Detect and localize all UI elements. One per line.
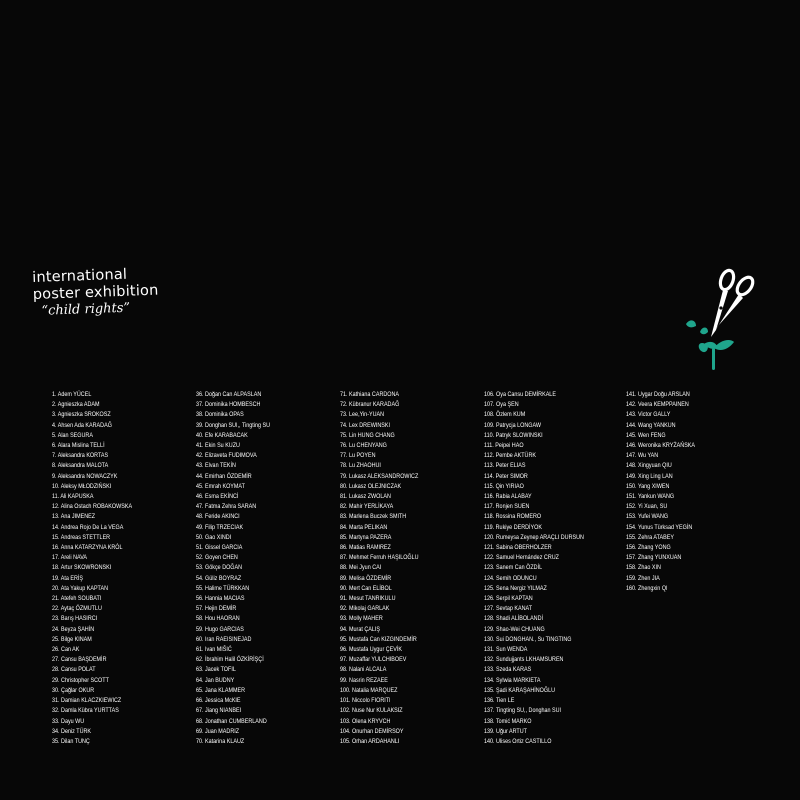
list-item: 6. Alara Mislina TELLİ — [52, 442, 105, 450]
list-item: 151. Yankun WANG — [626, 493, 675, 501]
list-item: 93. Molly MAHER — [340, 615, 383, 623]
list-item: 2. Agnieszka ADAM — [52, 401, 100, 409]
list-item: 77. Lu POYEN — [340, 452, 376, 460]
list-item: 3. Agnieszka SROKOSZ — [52, 411, 111, 419]
list-item: 13. Ana JIMENEZ — [52, 513, 96, 521]
list-item: 123. Sanem Can ÖZDİL — [484, 564, 543, 572]
list-item: 27. Cansu BAŞDEMİR — [52, 656, 107, 664]
list-item: 138. Tomić MARKO — [484, 717, 532, 725]
list-item: 49. Filip TRZECIAK — [196, 523, 244, 531]
list-item: 78. Lu ZHAOHUI — [340, 462, 381, 470]
list-item: 121. Sabina OBERHOLZER — [484, 544, 552, 552]
list-item: 36. Doğan Can ALPASLAN — [196, 391, 262, 398]
list-item: 129. Shao-Wei CHUANG — [484, 625, 545, 633]
list-item: 134. Sylwia MARKIETA — [484, 676, 541, 684]
list-item: 143. Victor GALLY — [626, 411, 671, 419]
list-item: 16. Anna KATARZYNA KRÓL — [52, 544, 123, 552]
list-item: 141. Uygar Doğu ARSLAN — [626, 391, 690, 398]
list-item: 101. Niccolo FIORITI — [340, 697, 391, 705]
list-item: 84. Marta PELIKAN — [340, 523, 388, 531]
list-item: 119. Rukiye DERDİYOK — [484, 523, 542, 531]
list-item: 116. Rabia ALABAY — [484, 493, 532, 501]
list-item: 23. Barış HASIRCI — [52, 615, 98, 623]
list-item: 22. Aytaç ÖZMUTLU — [52, 605, 102, 613]
list-item: 61. Ivan MIŠIĆ — [196, 646, 232, 654]
list-item: 97. Muzaffar YULCHIBOEV — [340, 656, 407, 664]
list-item: 87. Mehmet Ferruh HAŞILOĞLU — [340, 554, 419, 562]
list-item: 155. Zehra ATABEY — [626, 533, 674, 541]
list-item: 71. Kathiana CARDONA — [340, 391, 400, 398]
scissors-cutting-plant-icon — [678, 266, 758, 378]
list-item: 5. Alan SEGURA — [52, 431, 93, 439]
list-item: 139. Uğur ARTUT — [484, 727, 527, 735]
list-item: 44. Emirhan ÖZDEMİR — [196, 472, 252, 480]
list-item: 37. Dominika HOMBESCH — [196, 401, 261, 409]
list-item: 72. Kübranur KARADAĞ — [340, 401, 400, 409]
list-item: 66. Jessica McKIE — [196, 697, 241, 705]
list-item: 153. Yufei WANG — [626, 513, 669, 521]
list-item: 86. Matias RAMIREZ — [340, 544, 391, 552]
list-item: 53. Gökçe DOĞAN — [196, 564, 243, 572]
list-item: 32. Damla Kübra YURTTAS — [52, 707, 119, 715]
list-item: 144. Wang YANKUN — [626, 421, 676, 429]
list-item: 107. Oya ŞEN — [484, 401, 519, 409]
list-item: 152. Yi Xuan, SU — [626, 503, 668, 511]
list-item: 147. Wu YAN — [626, 452, 659, 460]
list-item: 102. Nuse Nur KULAKSIZ — [340, 707, 403, 715]
list-item: 60. Iran RAEISINEJAD — [196, 635, 252, 643]
list-item: 150. Yang XIWEN — [626, 482, 670, 490]
list-item: 160. Zhengxin QI — [626, 584, 668, 592]
list-item: 159. Zhen JIA — [626, 574, 660, 582]
list-item: 38. Dominika OPAS — [196, 411, 244, 419]
list-item: 136. Tien LE — [484, 697, 515, 705]
title-line-1: international — [32, 266, 128, 286]
list-item: 99. Nasrin REZAEE — [340, 676, 388, 684]
list-item: 57. Hejin DEMİR — [196, 605, 237, 613]
list-item: 105. Orhan ARDAHANLI — [340, 737, 400, 745]
list-item: 140. Ulises Ortiz CASTILLO — [484, 737, 552, 745]
list-item: 128. Shadi ALİBOLANDİ — [484, 615, 544, 623]
list-item: 80. Lukasz OLEJNICZAK — [340, 482, 402, 490]
list-item: 73. Lee,Yin-YUAN — [340, 411, 385, 419]
list-item: 51. Gissel GARCIA — [196, 544, 243, 552]
list-item: 48. Feride AKINCI — [196, 513, 240, 521]
list-item: 40. Efe KARABACAK — [196, 431, 248, 439]
list-item: 26. Can AK — [52, 646, 80, 654]
list-item: 59. Hugo GARCIAS — [196, 625, 244, 633]
list-item: 95. Mustafa Can KIZGINDEMİR — [340, 635, 417, 643]
list-item: 50. Gao XINDI — [196, 533, 232, 541]
list-item: 31. Damian KLACZKIEWICZ — [52, 697, 122, 705]
list-item: 110. Patryk SLOWINSKI — [484, 431, 543, 439]
list-item: 125. Sena Nergiz YILMAZ — [484, 584, 547, 592]
list-item: 82. Mahir YERLİKAYA — [340, 503, 394, 511]
list-item: 118. Rossina ROMERO — [484, 513, 542, 521]
list-item: 62. İbrahim Halil ÖZKİRİŞÇİ — [196, 656, 264, 664]
list-item: 17. Areli NAVA — [52, 554, 88, 562]
list-item: 85. Martyna PAZERA — [340, 533, 392, 541]
list-item: 25. Bilge KINAM — [52, 635, 92, 643]
list-item: 42. Elizaveta FUDIMOVA — [196, 452, 257, 460]
list-item: 4. Ahsen Ada KARADAĞ — [52, 421, 112, 429]
list-item: 149. Xing Ling LAN — [626, 472, 673, 480]
list-item: 63. Jacek TOFIL — [196, 666, 236, 674]
list-item: 158. Zhao XIN — [626, 564, 661, 572]
list-item: 154. Yunus Türksad YEGİN — [626, 523, 693, 531]
list-item: 142. Veera KEMPPAINEN — [626, 401, 689, 409]
subtitle: “child rights” — [41, 300, 131, 319]
list-item: 157. Zhang YUNXUAN — [626, 554, 682, 562]
list-item: 132. Sundujjants LKHAMSUREN — [484, 656, 564, 664]
list-item: 94. Murat ÇALIŞ — [340, 625, 381, 633]
list-item: 115. Qin YIRIAO — [484, 482, 524, 490]
list-item: 100. Natalia MARQUEZ — [340, 686, 398, 694]
list-item: 133. Szeda KARAS — [484, 666, 532, 674]
list-item: 21. Atefeh SOUBATI — [52, 595, 102, 603]
list-item: 83. Marlena Buczek SMITH — [340, 513, 407, 521]
list-item: 98. Nalani ALCALA — [340, 666, 387, 674]
list-item: 76. Lu CHENYANG — [340, 442, 387, 450]
list-item: 120. Rumeysa Zeynep ARAÇLI DURSUN — [484, 533, 584, 541]
list-item: 106. Oya Cansu DEMİRKALE — [484, 391, 556, 398]
list-item: 70. Katarina KLAUZ — [196, 737, 245, 745]
exhibition-title — [32, 266, 159, 320]
list-item: 39. Donghan SUI,, Tingting SU — [196, 421, 271, 429]
list-item: 74. Lex DREWINSKI — [340, 421, 390, 429]
list-item: 11. Ali KAPUSKA — [52, 493, 94, 501]
artist-column — [340, 390, 419, 747]
artist-list — [52, 390, 772, 760]
list-item: 108. Özlem KUM — [484, 411, 526, 419]
list-item: 47. Fatma Zehra SARAN — [196, 503, 257, 511]
list-item: 88. Mei Jyun CAI — [340, 564, 382, 572]
list-item: 122. Samuel Hernández CRUZ — [484, 554, 559, 562]
list-item: 9. Aleksandra NOWACZYK — [52, 472, 118, 480]
list-item: 146. Weronika KRYŻAŃSKA — [626, 442, 696, 450]
list-item: 126. Serpil KAPTAN — [484, 595, 533, 603]
list-item: 111. Peipei HAO — [484, 442, 524, 450]
list-item: 34. Deniz TÜRK — [52, 727, 92, 735]
list-item: 58. Hou HAORAN — [196, 615, 240, 623]
list-item: 127. Sevtap KANAT — [484, 605, 533, 613]
list-item: 103. Olena KRYVCH — [340, 717, 391, 725]
list-item: 137. Tingting SU,, Donghan SUI — [484, 707, 562, 715]
list-item: 18. Artur SKOWRONSKI — [52, 564, 112, 572]
list-item: 112. Pembe AKTÜRK — [484, 452, 536, 460]
list-item: 135. Şadi KARAŞAHİNOĞLU — [484, 686, 556, 694]
list-item: 148. Xingyuan QIU — [626, 462, 672, 470]
list-item: 156. Zhang YONG — [626, 544, 671, 552]
list-item: 55. Halime TÜRKKAN — [196, 584, 250, 592]
list-item: 109. Patrycja LONGAW — [484, 421, 541, 429]
list-item: 15. Andreas STETTLER — [52, 533, 111, 541]
list-item: 43. Elvan TEKİN — [196, 462, 236, 470]
list-item: 130. Sui DONGHAN., Su TINGTING — [484, 635, 572, 643]
list-item: 65. Jana KLAMMER — [196, 686, 246, 694]
list-item: 81. Lukasz ZWOLAN — [340, 493, 391, 501]
list-item: 124. Semih ODUNCU — [484, 574, 537, 582]
list-item: 56. Hannia MACIAS — [196, 595, 245, 603]
list-item: 113. Peter ELIAS — [484, 462, 526, 470]
list-item: 45. Emrah KOYMAT — [196, 482, 245, 490]
artist-column — [52, 390, 132, 747]
list-item: 89. Melisa ÖZDEMİR — [340, 574, 392, 582]
list-item: 46. Esma EKİNCİ — [196, 493, 239, 501]
list-item: 104. Onurhan DEMİRSOY — [340, 727, 404, 735]
list-item: 7. Aleksandra KORTAS — [52, 452, 109, 460]
list-item: 131. Sun WENDA — [484, 646, 528, 654]
list-item: 75. Lin HUNG CHANG — [340, 431, 395, 439]
list-item: 24. Beyza ŞAHİN — [52, 625, 95, 633]
title-line-2: poster exhibition — [32, 282, 159, 303]
list-item: 54. Güliz BOYRAZ — [196, 574, 242, 582]
list-item: 79. Lukasz ALEKSANDROWICZ — [340, 472, 419, 480]
list-item: 52. Goyen CHEN — [196, 554, 238, 562]
artist-column — [626, 390, 695, 594]
list-item: 92. Mikolaj GARLAK — [340, 605, 390, 613]
list-item: 64. Jan BUDNY — [196, 676, 235, 684]
list-item: 19. Ata ERİŞ — [52, 574, 84, 582]
artist-column — [484, 390, 584, 747]
list-item: 41. Ekin Su KUZU — [196, 442, 240, 450]
list-item: 145. Wen FENG — [626, 431, 666, 439]
list-item: 20. Ata Yakup KAPTAN — [52, 584, 108, 592]
list-item: 12. Alina Ostach ROBAKOWSKA — [52, 503, 133, 511]
list-item: 96. Mustafa Uygur ÇEVİK — [340, 646, 403, 654]
list-item: 30. Çağlar OKUR — [52, 686, 95, 694]
artist-column — [196, 390, 270, 747]
list-item: 114. Peter SIMOR — [484, 472, 528, 480]
list-item: 67. Jiang NIANBEI — [196, 707, 242, 715]
list-item: 28. Cansu POLAT — [52, 666, 96, 674]
list-item: 29. Christopher SCOTT — [52, 676, 109, 684]
list-item: 1. Adem YÜCEL — [52, 391, 92, 398]
list-item: 91. Mesut TANRIKULU — [340, 595, 396, 603]
list-item: 8. Aleksandra MALOTA — [52, 462, 109, 470]
list-item: 117. Ronjen SUEN — [484, 503, 530, 511]
list-item: 90. Mert Can ELİBOL — [340, 584, 392, 592]
list-item: 10. Aleksy MŁODZIŃSKI — [52, 482, 112, 490]
list-item: 14. Andrea Rojo De La VEGA — [52, 523, 124, 531]
list-item: 33. Dayu WU — [52, 717, 85, 725]
list-item: 69. Juan MADRIZ — [196, 727, 240, 735]
list-item: 68. Jonathan CUMBERLAND — [196, 717, 267, 725]
list-item: 35. Dilan TUNÇ — [52, 737, 90, 745]
